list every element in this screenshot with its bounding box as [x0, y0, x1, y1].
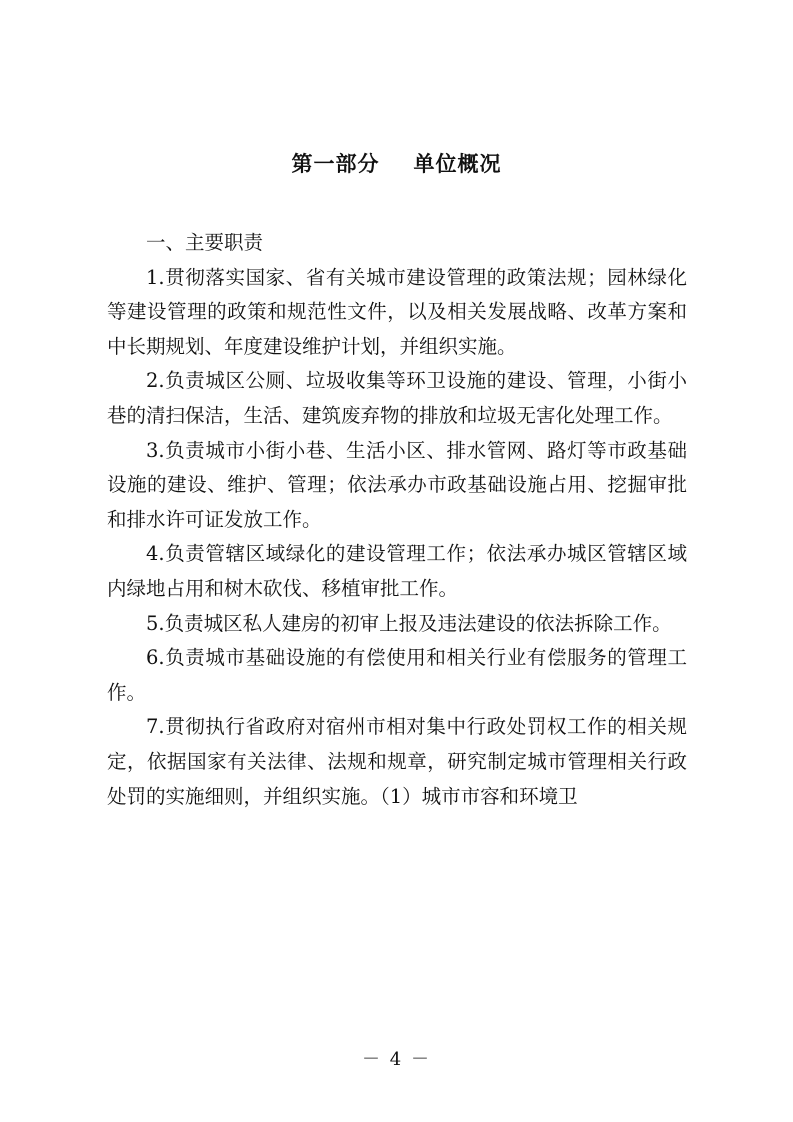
paragraph-6: 6.负责城市基础设施的有偿使用和相关行业有偿服务的管理工作。 [107, 646, 687, 704]
paragraph-1: 1.贯彻落实国家、省有关城市建设管理的政策法规；园林绿化等建设管理的政策和规范性文件，以及相关发展战略、改革方案和中长期规划、年度建设维护计划，并组织实施。 [107, 265, 687, 358]
title-name: 单位概况 [413, 152, 502, 176]
page-title [0, 148, 793, 178]
title-part: 第一部分 [291, 152, 380, 176]
section-heading: 一、主要职责 [146, 231, 264, 254]
paragraph-5: 5.负责城区私人建房的初审上报及违法建设的依法拆除工作。 [146, 611, 672, 635]
page-number: － 4 － [362, 1049, 431, 1070]
document-body [107, 226, 687, 814]
paragraph-3: 3.负责城市小街小巷、生活小区、排水管网、路灯等市政基础设施的建设、维护、管理；依法承办市政基础设施占用、挖掘审批和排水许可证发放工作。 [107, 438, 687, 531]
paragraph-2: 2.负责城区公厕、垃圾收集等环卫设施的建设、管理，小街小巷的清扫保洁，生活、建筑废弃物的排放和垃圾无害化处理工作。 [107, 369, 687, 427]
paragraph-4: 4.负责管辖区域绿化的建设管理工作；依法承办城区管辖区域内绿地占用和树木砍伐、移植审批工作。 [107, 542, 687, 600]
paragraph-7: 7.贯彻执行省政府对宿州市相对集中行政处罚权工作的相关规定，依据国家有关法律、法规和规章，研究制定城市管理相关行政处罚的实施细则，并组织实施。（1）城市市容和环境卫 [107, 715, 687, 808]
